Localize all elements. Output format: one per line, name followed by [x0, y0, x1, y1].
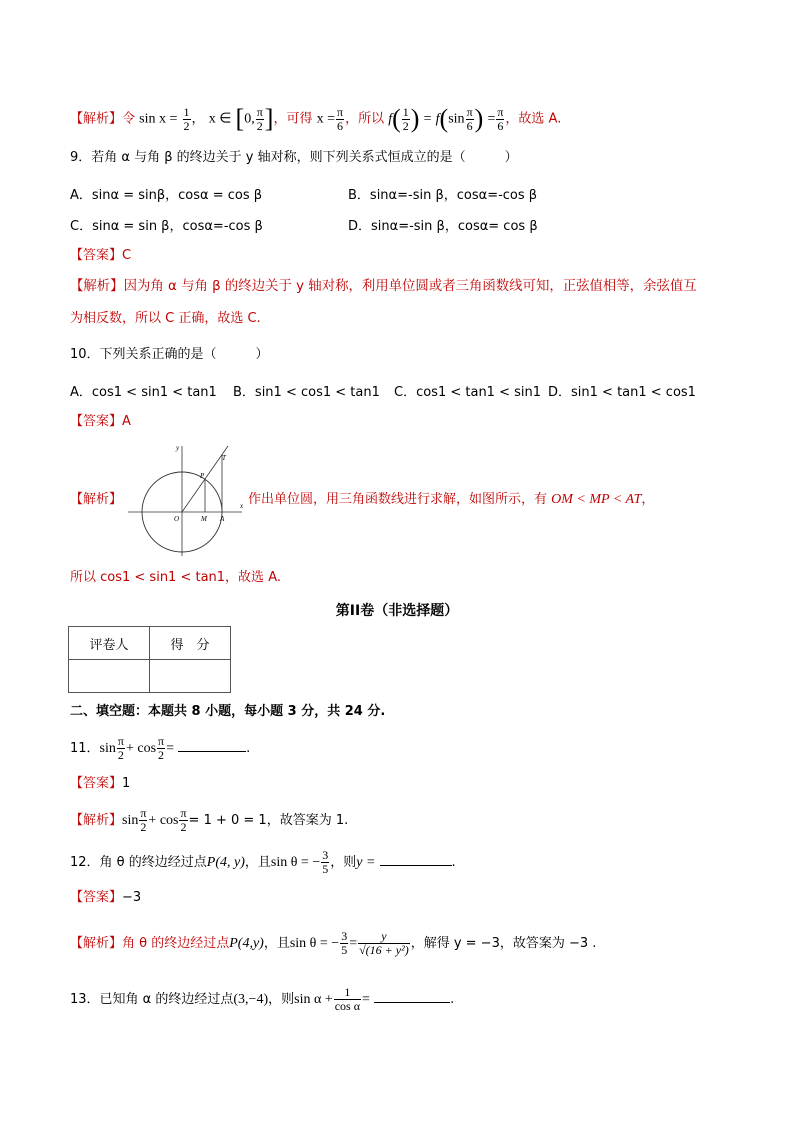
fig-label-t: T	[222, 454, 226, 462]
q9-option-d: D．sinα=-sin β，cosα= cos β	[348, 219, 538, 234]
q9-option-c: C．sinα = sin β，cosα=-cos β	[70, 219, 263, 234]
q10-analysis: 【解析】	[70, 492, 123, 507]
q11-blank	[178, 739, 246, 752]
fig-label-p: P	[200, 472, 205, 480]
analysis-label: 【解析】	[70, 111, 123, 127]
unit-circle-figure	[124, 440, 248, 560]
fig-label-o: O	[174, 515, 180, 523]
q9-analysis-2: 为相反数，所以 C 正确，故选 C.	[70, 311, 261, 326]
q10-conclusion: 所以 cos1 < sin1 < tan1，故选 A.	[70, 570, 281, 585]
q11-stem: 11．sin $\frac{\pi}{2}$ + cos $\frac{\pi}{2}$ = .	[70, 734, 251, 762]
q9-stem: 9．若角 α 与角 β 的终边关于 y 轴对称，则下列关系式恒成立的是（ ）	[70, 150, 518, 165]
q11-analysis: 【解析】sin $\frac{\pi}{2}$ + cos $\frac{\pi}{2}$ = 1 + 0 = 1，故答案为 1.	[70, 806, 349, 834]
q8-end: ，故选 A.	[505, 111, 562, 127]
q9-analysis: 【解析】因为角 α 与角 β 的终边关于 y 轴对称，利用单位圆或者三角函数线可知，正弦值相等，余弦值互	[70, 279, 697, 294]
q8-text-1: 令	[122, 111, 136, 127]
q9-option-a: A．sinα = sinβ，cosα = cos β	[70, 188, 263, 203]
q10-analysis-text: 作出单位圆，用三角函数线进行求解，如图所示，有 OM < MP < AT，	[248, 492, 655, 507]
q12-answer-value: −3	[122, 890, 142, 905]
q10-option-d: D．sin1 < tan1 < cos1	[548, 385, 696, 400]
score-table-cell-score	[150, 660, 231, 693]
q8-sinx: sin x =	[139, 111, 178, 127]
q11-answer: 【答案】1	[70, 776, 131, 791]
fig-label-m: M	[201, 515, 207, 523]
q8-x-in: x ∈	[208, 111, 232, 127]
q8-analysis: 【解析】令 sin x = $\frac{1}{2}$ ， x ∈ [0, $\frac{\pi}{2}$ ]，可得 x = $\frac{\pi}{6}$ ，所以 f( $\frac{1}{2}$ ) = f(sin $\frac{\pi}{6}$ ) = $\frac{\pi}{6}$ ，故选 A.	[70, 104, 562, 133]
fig-label-x: x	[240, 502, 244, 510]
fig-label-y: y	[176, 444, 180, 452]
q10-option-b: B．sin1 < cos1 < tan1	[233, 385, 380, 400]
q13-blank	[374, 990, 450, 1003]
score-table	[68, 626, 231, 693]
q12-analysis: 【解析】角 θ 的终边经过点P(4,y)，且sin θ = − $\frac{3}{5}$ = $\frac{y}{\text{√(16 + y²)}}$ ，解得 y = −3，故答案为 −3 .	[70, 929, 597, 957]
q9-option-b: B．sinα=-sin β，cosα=-cos β	[348, 188, 538, 203]
q10-stem: 10．下列关系正确的是（ ）	[70, 347, 269, 362]
section-title: 第II卷（非选择题）	[335, 603, 459, 619]
q8-text-2: ，可得	[273, 111, 313, 127]
q10-option-a: A．cos1 < sin1 < tan1	[70, 385, 217, 400]
q10-option-c: C．cos1 < tan1 < sin1	[394, 385, 542, 400]
q13-stem: 13．已知角 α 的终边经过点(3,−4)，则sin α + $\frac{1}{\text{cos α}}$ = .	[70, 985, 455, 1013]
fig-label-a: A	[220, 515, 225, 523]
q12-stem: 12．角 θ 的终边经过点P(4, y)，且sin θ = − $\frac{3}{5}$ ，则y = .	[70, 848, 456, 876]
q12-blank	[380, 853, 452, 866]
q8-frac-half: $\frac{1}{2}$	[183, 104, 190, 133]
q12-answer: 【答案】−3	[70, 890, 142, 905]
q11-answer-value: 1	[122, 776, 131, 791]
q10-inequality: OM < MP < AT	[551, 492, 642, 507]
q8-text-3: ，所以	[345, 111, 385, 127]
q9-answer: 【答案】C	[70, 248, 132, 263]
score-table-header-grader: 评卷人	[69, 627, 150, 660]
fill-in-heading: 二、填空题：本题共 8 小题，每小题 3 分，共 24 分.	[70, 704, 386, 719]
q10-answer-value: A	[122, 414, 131, 429]
q9-answer-value: C	[122, 248, 132, 263]
score-table-header-score: 得 分	[150, 627, 231, 660]
score-table-cell-grader	[69, 660, 150, 693]
q10-answer: 【答案】A	[70, 414, 131, 429]
